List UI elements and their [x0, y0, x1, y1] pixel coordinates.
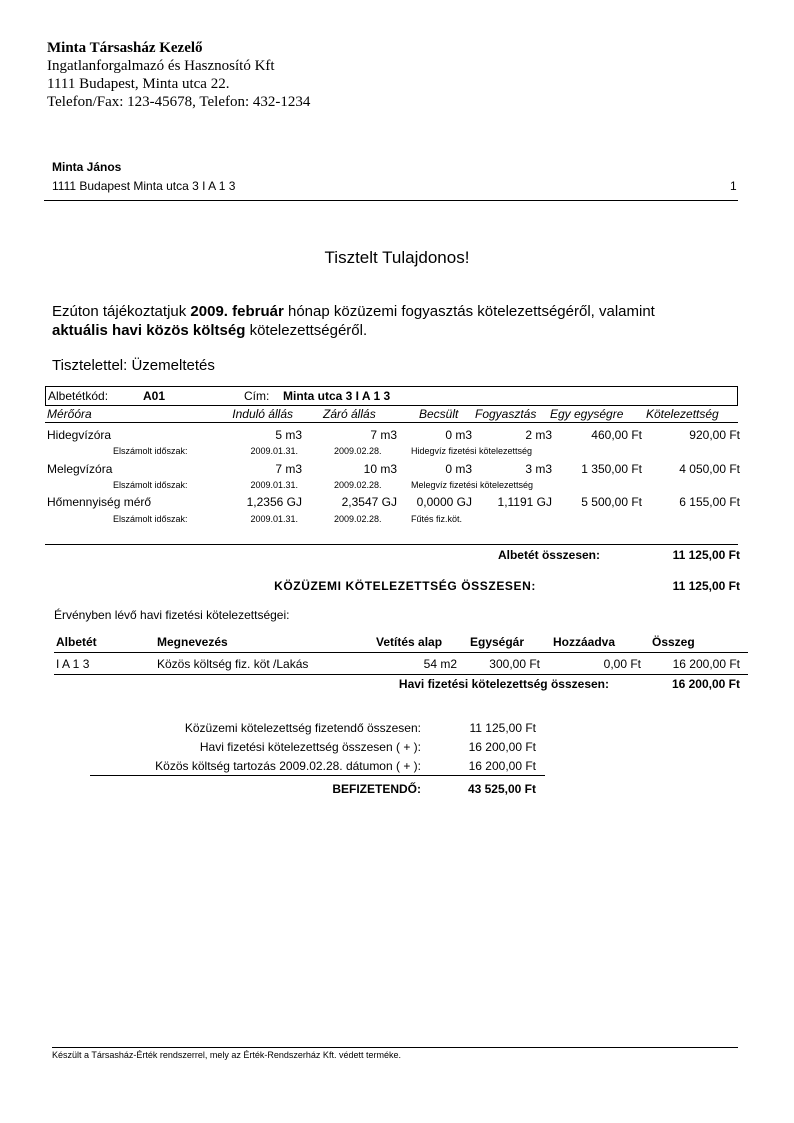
meter-row-amount: 6 155,00 Ft: [679, 495, 740, 509]
monthly-header-added: Hozzáadva: [553, 635, 616, 649]
meter-row-start: 7 m3: [275, 462, 302, 476]
unit-address: Minta utca 3 I A 1 3: [283, 389, 391, 403]
summary-label: Közös költség tartozás 2009.02.28. dátumon ( + ):: [155, 759, 421, 773]
period-label: Elszámolt időszak:: [113, 480, 188, 490]
period-to: 2009.02.28.: [334, 446, 382, 456]
monthly-intro: Érvényben lévő havi fizetési kötelezettségei:: [54, 608, 290, 622]
meter-row-consumption: 1,1191 GJ: [497, 495, 552, 509]
body-line-2: aktuális havi közös költség kötelezettségéről.: [52, 322, 368, 339]
meter-row-estimated: 0 m3: [445, 428, 472, 442]
meter-header-unit-price: Egy egységre: [550, 407, 624, 421]
unit-address-label: Cím:: [244, 389, 270, 403]
meter-row-consumption: 3 m3: [525, 462, 552, 476]
signature: Tisztelettel: Üzemeltetés: [52, 357, 215, 374]
meter-row-end: 2,3547 GJ: [341, 495, 397, 509]
summary-value: 16 200,00 Ft: [468, 740, 536, 754]
monthly-header-amount: Összeg: [652, 635, 695, 649]
monthly-header-price: Egységár: [470, 635, 525, 649]
recipient-name: Minta János: [52, 160, 122, 174]
monthly-row-unit: I A 1 3: [56, 657, 90, 671]
period-to: 2009.02.28.: [334, 480, 382, 490]
period-from: 2009.01.31.: [250, 514, 298, 524]
unit-total-label: Albetét összesen:: [497, 548, 600, 562]
monthly-total-label: Havi fizetési kötelezettség összesen:: [398, 677, 609, 691]
summary-label: Havi fizetési kötelezettség összesen ( + ):: [199, 740, 421, 754]
meter-row-estimated: 0 m3: [445, 462, 472, 476]
period-from: 2009.01.31.: [250, 446, 298, 456]
company-name: Minta Társasház Kezelő: [47, 40, 203, 56]
meter-row-consumption: 2 m3: [525, 428, 552, 442]
period-note: Fűtés fiz.köt.: [411, 514, 463, 524]
utility-total-value: 11 125,00 Ft: [672, 579, 740, 593]
meter-row-name: Hidegvízóra: [47, 428, 112, 442]
meter-header-name: Mérőóra: [47, 407, 92, 421]
utility-total-label: KÖZÜZEMI KÖTELEZETTSÉG ÖSSZESEN:: [274, 579, 536, 593]
monthly-row-amount: 16 200,00 Ft: [672, 657, 740, 671]
summary-value: 11 125,00 Ft: [469, 721, 536, 735]
meter-row-unit-price: 1 350,00 Ft: [581, 462, 642, 476]
meter-row-unit-price: 460,00 Ft: [591, 428, 642, 442]
recipient-address: 1111 Budapest Minta utca 3 I A 1 3: [52, 179, 236, 193]
meter-header-start: Induló állás: [232, 407, 293, 421]
meter-row-unit-price: 5 500,00 Ft: [581, 495, 642, 509]
monthly-row-added: 0,00 Ft: [603, 657, 641, 671]
footer-note: Készült a Társasház-Érték rendszerrel, mely az Érték-Rendszerház Kft. védett terméke.: [52, 1050, 401, 1060]
monthly-header-name: Megnevezés: [157, 635, 228, 649]
meter-header-amount: Kötelezettség: [646, 407, 719, 421]
payable-total-label: BEFIZETENDŐ:: [332, 782, 421, 796]
meter-row-amount: 920,00 Ft: [689, 428, 740, 442]
company-phone: Telefon/Fax: 123-45678, Telefon: 432-1234: [47, 94, 311, 110]
monthly-row-divider: [54, 674, 748, 675]
payable-total-value: 43 525,00 Ft: [467, 782, 536, 796]
summary-label: Közüzemi kötelezettség fizetendő összesen:: [184, 721, 421, 735]
body-line-1: Ezúton tájékoztatjuk 2009. február hónap közüzemi fogyasztás kötelezettségéről, valamint: [52, 303, 655, 320]
monthly-header-divider: [54, 652, 748, 653]
company-address: 1111 Budapest, Minta utca 22.: [47, 76, 230, 92]
period-note: Hidegvíz fizetési kötelezettség: [411, 446, 533, 456]
meter-totals-divider: [45, 544, 738, 545]
monthly-total-value: 16 200,00 Ft: [671, 677, 740, 691]
meter-row-name: Hőmennyiség mérő: [47, 495, 152, 509]
meter-row-start: 5 m3: [275, 428, 302, 442]
meter-header-estimated: Becsült: [419, 407, 459, 421]
company-line-1: Ingatlanforgalmazó és Hasznosító Kft: [47, 58, 275, 74]
unit-code: A01: [143, 389, 166, 403]
footer-divider: [52, 1047, 738, 1048]
meter-row-end: 10 m3: [363, 462, 397, 476]
meter-header-consumption: Fogyasztás: [475, 407, 537, 421]
summary-value: 16 200,00 Ft: [468, 759, 536, 773]
unit-total-value: 11 125,00 Ft: [672, 548, 740, 562]
summary-divider: [90, 775, 545, 776]
monthly-row-price: 300,00 Ft: [489, 657, 540, 671]
recipient-divider: [44, 200, 738, 201]
monthly-header-unit: Albetét: [56, 635, 97, 649]
page-number: 1: [730, 179, 737, 193]
meter-row-end: 7 m3: [370, 428, 397, 442]
meter-header-end: Záró állás: [323, 407, 376, 421]
meter-header-divider: [45, 422, 738, 423]
meter-row-start: 1,2356 GJ: [246, 495, 302, 509]
monthly-row-base: 54 m2: [423, 657, 457, 671]
unit-code-label: Albetétkód:: [48, 389, 109, 403]
period-from: 2009.01.31.: [250, 480, 298, 490]
period-label: Elszámolt időszak:: [113, 446, 188, 456]
meter-row-amount: 4 050,00 Ft: [679, 462, 740, 476]
period-to: 2009.02.28.: [334, 514, 382, 524]
monthly-row-name: Közös költség fiz. köt /Lakás: [157, 657, 309, 671]
period-label: Elszámolt időszak:: [113, 514, 188, 524]
period-note: Melegvíz fizetési kötelezettség: [411, 480, 534, 490]
meter-row-name: Melegvízóra: [47, 462, 113, 476]
monthly-header-base: Vetítés alap: [376, 635, 443, 649]
meter-row-estimated: 0,0000 GJ: [416, 495, 472, 509]
greeting: Tisztelt Tulajdonos!: [324, 248, 470, 267]
